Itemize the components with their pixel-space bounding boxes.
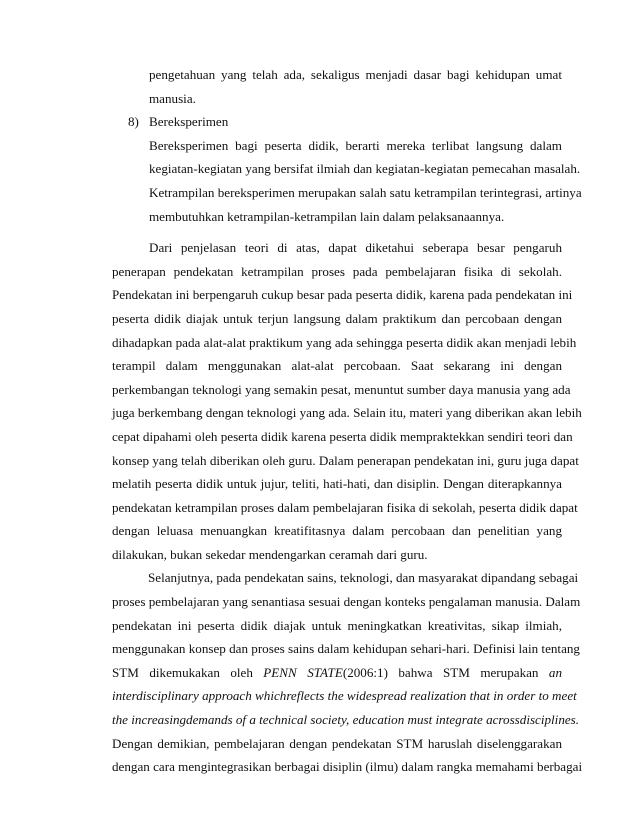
paragraph-line: pendekatan ini peserta didik diajak untuk meningkatkan kreativitas, sikap ilmiah, <box>112 617 562 633</box>
paragraph-line: Pendekatan ini berpengaruh cukup besar pada peserta didik, karena pada pendekatan ini <box>112 287 573 303</box>
paragraph-line: cepat dipahami oleh peserta didik karena peserta didik mempraktekkan sendiri teori dan <box>112 428 573 444</box>
list-item-text-line: Ketrampilan bereksperimen merupakan salah satu ketrampilan terintegrasi, artinya <box>149 184 582 200</box>
paragraph-line-mixed <box>112 661 562 685</box>
document-page <box>112 63 583 779</box>
list-item-text-line: kegiatan-kegiatan yang bersifat ilmiah dan kegiatan-kegiatan pemecahan masalah. <box>149 161 581 177</box>
paragraph-line: Dengan demikian, pembelajaran dengan pendekatan STM haruslah diselenggarakan <box>112 735 562 751</box>
list-item-title: Bereksperimen <box>149 114 229 130</box>
paragraph-line: peserta didik diajak untuk terjun langsung dalam praktikum dan percobaan dengan <box>112 310 562 326</box>
paragraph-line: dihadapkan pada alat-alat praktikum yang ada sehingga peserta didik akan menjadi lebih <box>112 334 577 350</box>
paragraph-line: konsep yang telah diberikan oleh guru. Dalam penerapan pendekatan ini, guru juga dapat <box>112 452 579 468</box>
paragraph-line: penerapan pendekatan ketrampilan proses pada pembelajaran fisika di sekolah. <box>112 263 562 279</box>
paragraph-line: pendekatan ketrampilan proses dalam pembelajaran fisika di sekolah, peserta didik dapat <box>112 499 578 515</box>
paragraph-line: Dari penjelasan teori di atas, dapat diketahui seberapa besar pengaruh <box>149 240 562 256</box>
paragraph-line: proses pembelajaran yang senantiasa sesuai dengan konteks pengalaman manusia. Dalam <box>112 594 581 610</box>
italic-quote-line: the increasingdemands of a technical society, education must integrate acrossdisciplines. <box>112 712 580 728</box>
text-run: STM dikemukakan oleh <box>112 664 264 680</box>
paragraph-gap <box>112 228 562 236</box>
list-item-text-line: Bereksperimen bagi peserta didik, berarti mereka terlibat langsung dalam <box>149 137 562 153</box>
italic-run: an <box>548 664 563 680</box>
list-continuation-line: pengetahuan yang telah ada, sekaligus menjadi dasar bagi kehidupan umat <box>149 67 562 82</box>
paragraph-line: juga berkembang dengan teknologi yang ada. Selain itu, materi yang diberikan akan lebih <box>112 405 582 421</box>
text-run: (2006:1) bahwa STM merupakan <box>342 664 549 680</box>
italic-run: PENN STATE <box>263 664 343 680</box>
italic-quote-line: interdisciplinary approach whichreflects the widespread realization that in order to meet <box>112 688 577 704</box>
paragraph-line: dengan leluasa menuangkan kreatifitasnya dalam percobaan dan penelitian yang <box>112 523 562 539</box>
paragraph-line: dilakukan, bukan sekedar mendengarkan ceramah dari guru. <box>112 546 428 562</box>
list-number: 8) <box>128 114 139 130</box>
paragraph-line: melatih peserta didik untuk jujur, teliti, hati-hati, dan disiplin. Dengan diterapkannya <box>112 476 562 492</box>
paragraph-line: menggunakan konsep dan proses sains dalam kehidupan sehari-hari. Definisi lain tentang <box>112 641 580 657</box>
paragraph-line: terampil dalam menggunakan alat-alat percobaan. Saat sekarang ini dengan <box>112 358 562 374</box>
paragraph-line: Selanjutnya, pada pendekatan sains, teknologi, dan masyarakat dipandang sebagai <box>148 570 579 586</box>
list-item-text-line: membutuhkan ketrampilan-ketrampilan lain dalam pelaksanaannya. <box>149 208 505 224</box>
list-continuation-line: manusia. <box>149 90 196 106</box>
paragraph-line: perkembangan teknologi yang semakin pesat, menuntut sumber daya manusia yang ada <box>112 381 571 397</box>
paragraph-line: dengan cara mengintegrasikan berbagai disiplin (ilmu) dalam rangka memahami berbagai <box>112 759 583 775</box>
list-item-8 <box>112 110 562 134</box>
